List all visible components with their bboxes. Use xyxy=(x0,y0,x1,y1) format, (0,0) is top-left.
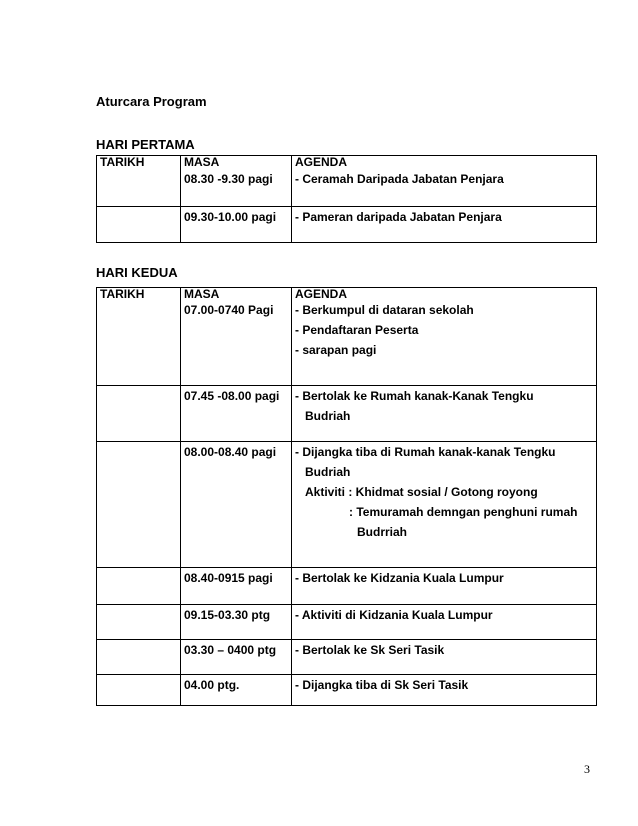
day2-heading: HARI KEDUA xyxy=(96,265,178,280)
masa-text: 09.15-03.30 ptg xyxy=(184,607,271,622)
masa-cell xyxy=(181,567,292,604)
tarikh-cell xyxy=(97,639,181,674)
masa-cell xyxy=(181,169,292,206)
masa-cell xyxy=(181,206,292,242)
header-agenda: AGENDA xyxy=(292,288,597,302)
masa-text: 09.30-10.00 pagi xyxy=(184,209,277,224)
header-masa: MASA xyxy=(181,156,292,170)
table-row xyxy=(97,674,597,705)
table-row xyxy=(97,567,597,604)
masa-cell xyxy=(181,441,292,567)
table-row xyxy=(97,301,597,385)
agenda-line: - Pendaftaran Peserta xyxy=(295,323,419,337)
agenda-line: - Bertolak ke Kidzania Kuala Lumpur xyxy=(295,570,504,585)
masa-cell xyxy=(181,639,292,674)
table-row xyxy=(97,604,597,639)
table-row xyxy=(97,441,597,567)
masa-cell xyxy=(181,301,292,385)
agenda-cell xyxy=(292,567,597,604)
agenda-line: : Temuramah demngan penghuni rumah xyxy=(349,504,578,519)
tarikh-cell xyxy=(97,674,181,705)
agenda-line: Budriah xyxy=(305,464,351,479)
agenda-line: Budriah xyxy=(305,408,351,423)
agenda-line: - Bertolak ke Sk Seri Tasik xyxy=(295,642,445,657)
agenda-line: - sarapan pagi xyxy=(295,343,377,357)
agenda-line: - Berkumpul di dataran sekolah xyxy=(295,303,474,317)
table-header-row xyxy=(97,288,597,302)
masa-cell xyxy=(181,674,292,705)
tarikh-cell xyxy=(97,604,181,639)
agenda-cell xyxy=(292,674,597,705)
table-row xyxy=(97,169,597,206)
tarikh-cell xyxy=(97,206,181,242)
masa-text: 04.00 ptg. xyxy=(184,677,240,692)
masa-text: 08.30 -9.30 pagi xyxy=(184,172,273,186)
table-row xyxy=(97,639,597,674)
agenda-cell xyxy=(292,169,597,206)
tarikh-cell xyxy=(97,567,181,604)
masa-text: 07.00-0740 Pagi xyxy=(184,303,274,317)
header-tarikh: TARIKH xyxy=(97,156,181,170)
tarikh-cell xyxy=(97,301,181,385)
page-title: Aturcara Program xyxy=(96,94,207,109)
masa-text: 08.40-0915 pagi xyxy=(184,570,273,585)
day2-schedule-table xyxy=(96,287,597,706)
agenda-line: Aktiviti : Khidmat sosial / Gotong royong xyxy=(305,484,538,499)
table-row xyxy=(97,206,597,242)
table-row xyxy=(97,385,597,441)
agenda-line: - Bertolak ke Rumah kanak-Kanak Tengku xyxy=(295,388,534,403)
masa-cell xyxy=(181,604,292,639)
masa-text: 07.45 -08.00 pagi xyxy=(184,388,280,403)
agenda-line: - Pameran daripada Jabatan Penjara xyxy=(295,209,502,224)
agenda-cell xyxy=(292,441,597,567)
agenda-line: Budrriah xyxy=(357,524,408,539)
day1-schedule-table xyxy=(96,155,597,243)
agenda-line: - Dijangka tiba di Sk Seri Tasik xyxy=(295,677,469,692)
table-header-row xyxy=(97,156,597,170)
tarikh-cell xyxy=(97,385,181,441)
tarikh-cell xyxy=(97,169,181,206)
masa-cell xyxy=(181,385,292,441)
masa-text: 08.00-08.40 pagi xyxy=(184,444,277,459)
page-number: 3 xyxy=(584,762,590,776)
masa-text: 03.30 – 0400 ptg xyxy=(184,642,277,657)
header-tarikh: TARIKH xyxy=(97,288,181,302)
agenda-line: - Dijangka tiba di Rumah kanak-kanak Tengku xyxy=(295,444,556,459)
header-agenda: AGENDA xyxy=(292,156,597,170)
agenda-cell xyxy=(292,385,597,441)
tarikh-cell xyxy=(97,441,181,567)
agenda-cell xyxy=(292,639,597,674)
day1-heading: HARI PERTAMA xyxy=(96,137,195,152)
agenda-cell xyxy=(292,301,597,385)
agenda-line: - Aktiviti di Kidzania Kuala Lumpur xyxy=(295,607,493,622)
header-masa: MASA xyxy=(181,288,292,302)
agenda-cell xyxy=(292,604,597,639)
agenda-line: - Ceramah Daripada Jabatan Penjara xyxy=(295,172,504,186)
agenda-cell xyxy=(292,206,597,242)
